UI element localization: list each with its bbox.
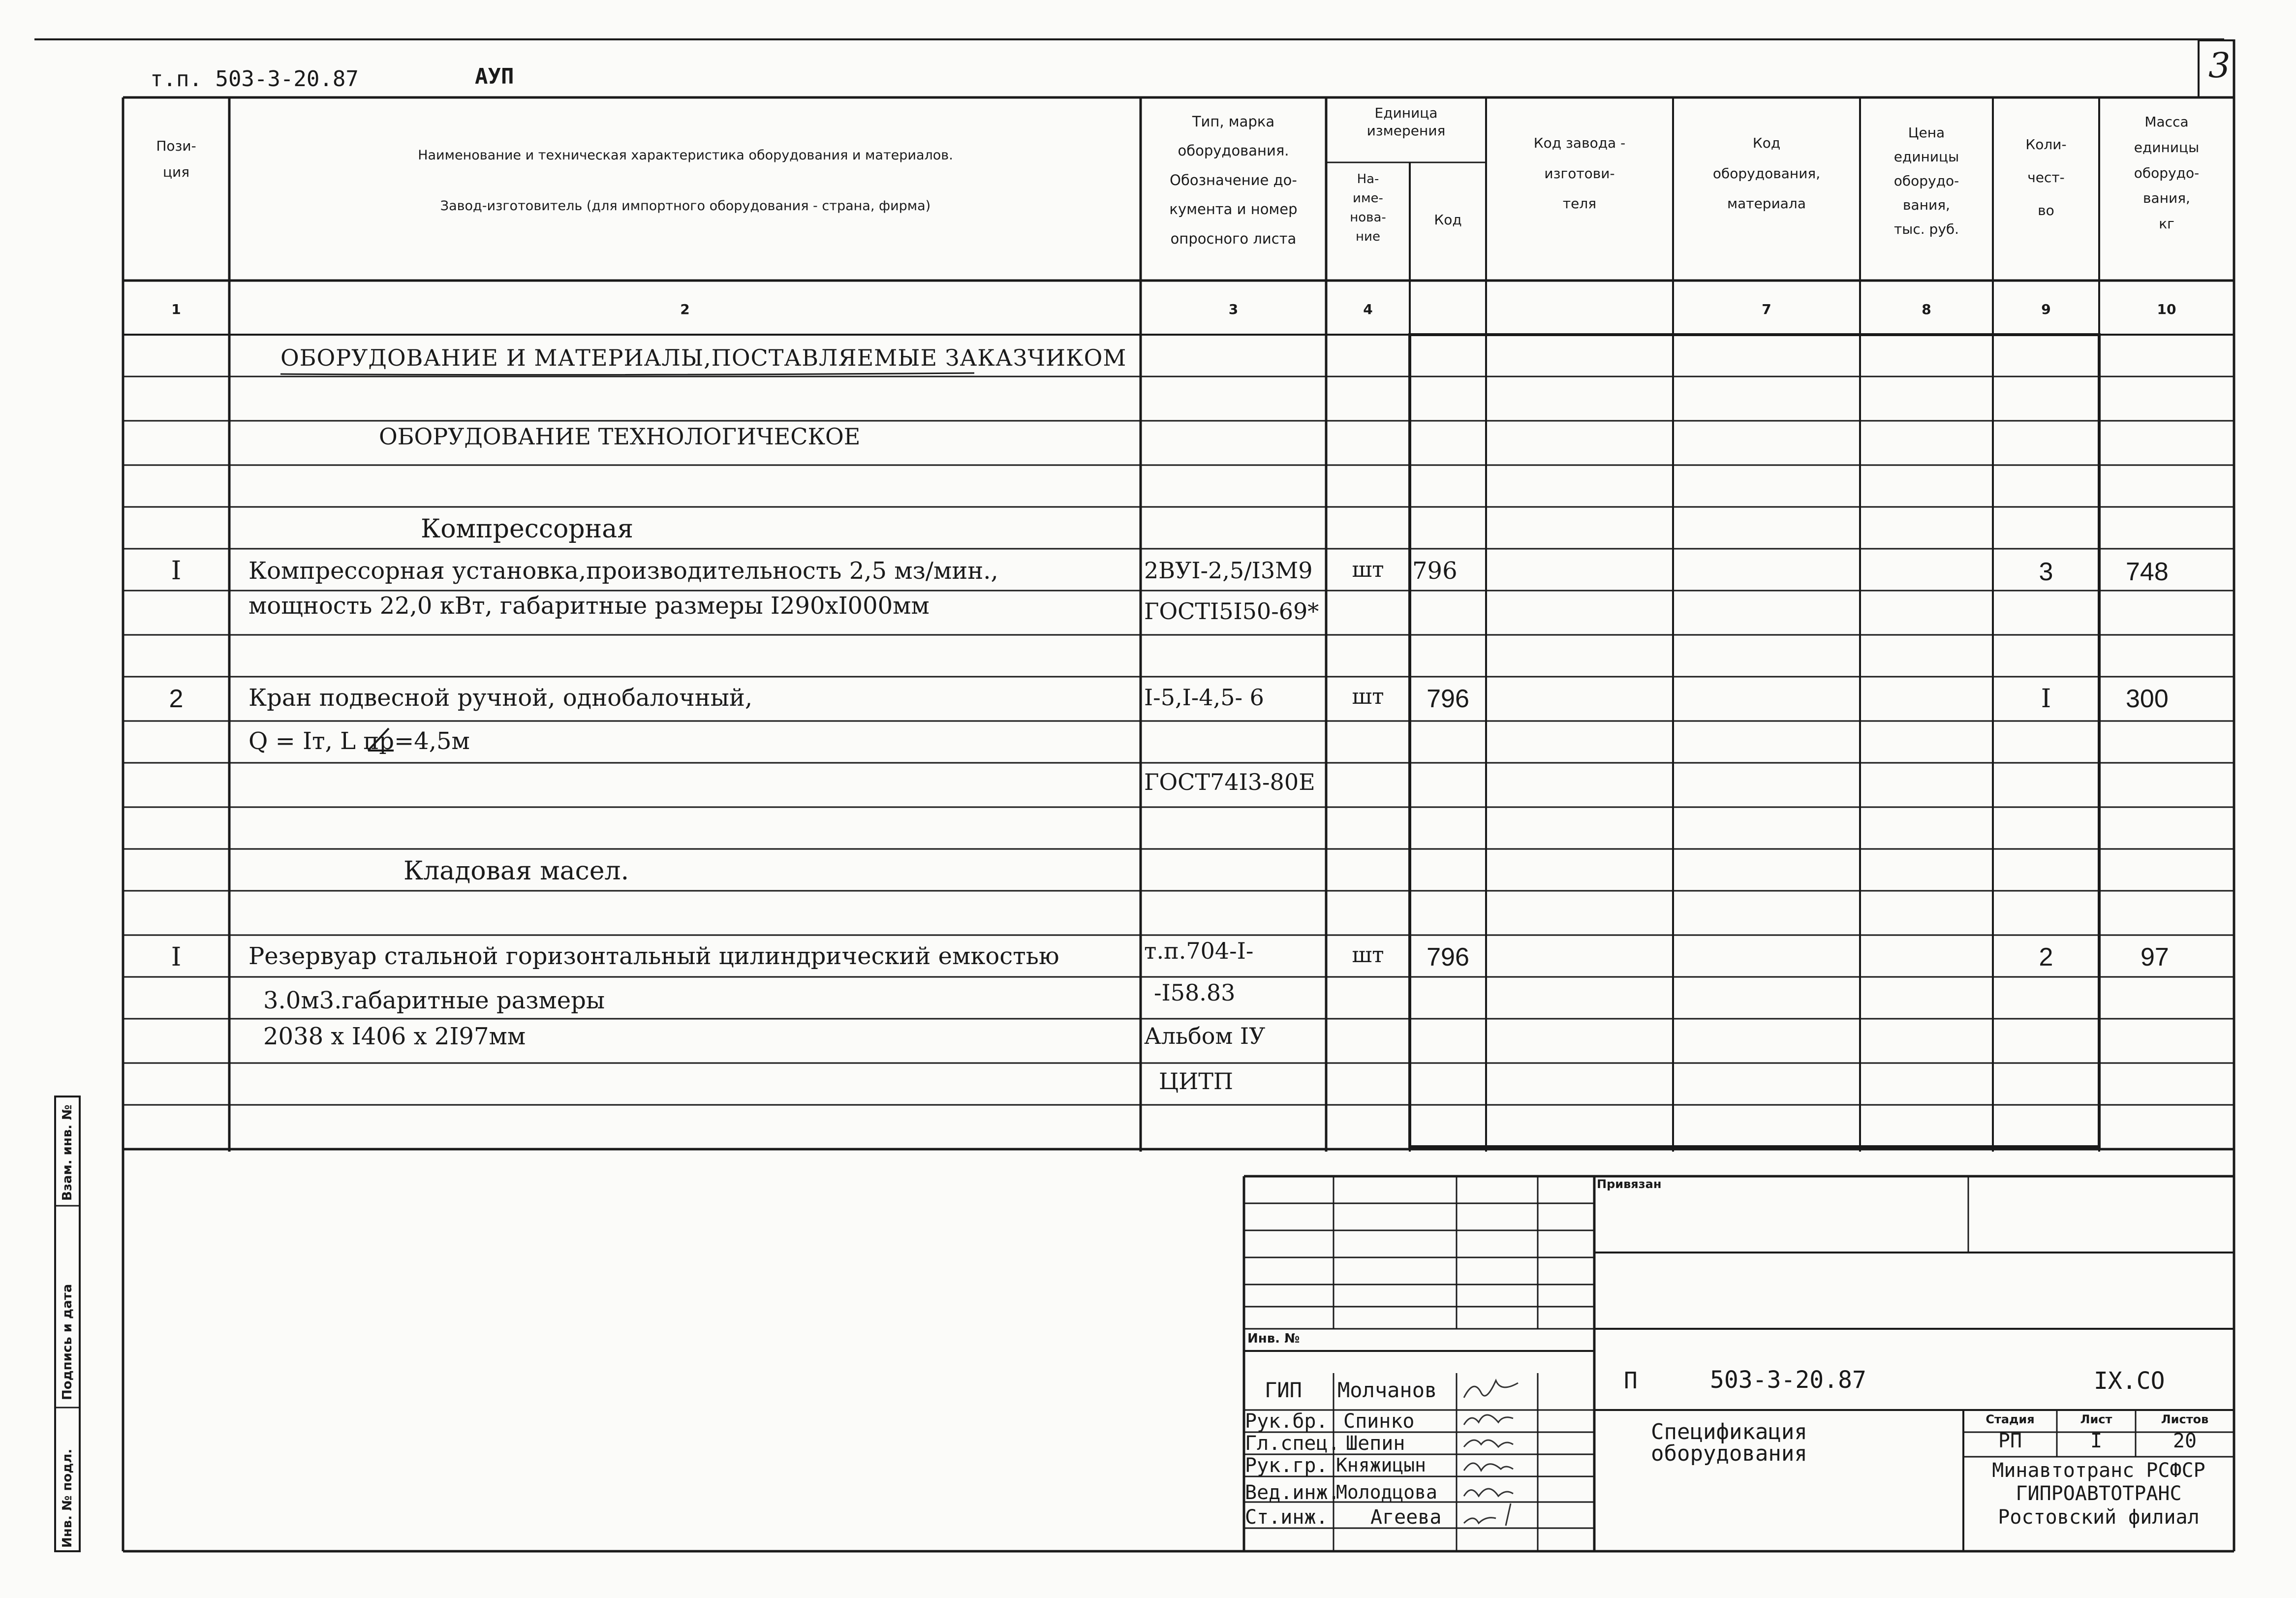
margin-replace-inv: Взам. инв. № <box>60 1104 75 1201</box>
header-col-mass: Масса единицы оборудо- вания, кг <box>2134 114 2200 232</box>
stamp-title: Спецификация оборудования <box>1651 1419 1807 1466</box>
stamp-privyazan: Привязан <box>1597 1177 1662 1191</box>
top-doc-suffix: АУП <box>475 64 514 89</box>
row-pos-compressor: I <box>171 556 182 586</box>
row-name-compressor: Компрессорная установка,производительность 2,5 мз/мин., <box>248 557 998 585</box>
header-col-name: Наименование и техническая характеристика оборудования и материалов. Завод-изготовитель (для импортного оборудования - страна, фирма) <box>418 148 953 214</box>
colnum-4: 4 <box>1363 301 1373 317</box>
row-mass-crane: 300 <box>2126 685 2169 713</box>
header-col-pos: Пози- ция <box>156 138 196 181</box>
margin-sign-date: Подпись и дата <box>60 1284 75 1400</box>
header-col-plant: Код завода - изготови- теля <box>1533 135 1626 212</box>
row-mass-compressor: 748 <box>2126 558 2169 586</box>
row-qty-compressor: 3 <box>2039 558 2053 586</box>
signer-role-stinzh: Ст.инж. <box>1245 1506 1328 1529</box>
stamp-org3: Ростовский филиал <box>1998 1506 2200 1529</box>
signer-role-glspec: Гл.спец. <box>1245 1432 1340 1455</box>
header-col-price: Цена единицы оборудо- вания, тыс. руб. <box>1893 125 1959 237</box>
colnum-3: 3 <box>1228 301 1239 317</box>
header-col-unit-code: Код <box>1434 212 1462 228</box>
stamp-org2: ГИПРОАВТОТРАНС <box>2016 1482 2182 1505</box>
stamp-doc-prefix: П <box>1624 1367 1638 1394</box>
row-name-compressor-line2: мощность 22,0 кВт, габаритные размеры I290хI000мм <box>248 592 930 620</box>
colnum-2: 2 <box>680 301 690 317</box>
row-name-crane: Кран подвесной ручной, однобалочный, <box>248 684 753 712</box>
section-title-technological: ОБОРУДОВАНИЕ ТЕХНОЛОГИЧЕСКОЕ <box>379 423 861 450</box>
signer-role-gip: ГИП <box>1265 1378 1302 1402</box>
row-code-crane: 796 <box>1427 685 1469 713</box>
signer-name-vedinzh: Молодцова <box>1336 1481 1437 1503</box>
row-unit-crane: шт <box>1352 684 1384 709</box>
row-type-tank-line4: ЦИТП <box>1159 1068 1234 1095</box>
top-doc-code: т.п. 503-3-20.87 <box>150 66 359 92</box>
header-col-equip-code: Код оборудования, материала <box>1712 135 1821 212</box>
row-name-tank-line2: 3.0м3.габаритные размеры <box>263 987 605 1014</box>
row-type-tank-line3: Альбом IУ <box>1144 1023 1266 1049</box>
stamp-inv-label: Инв. № <box>1247 1331 1300 1346</box>
row-pos-crane: 2 <box>169 685 184 713</box>
row-type-compressor: 2ВУI-2,5/I3М9 <box>1144 557 1313 584</box>
stamp-org1: Минавтотранс РСФСР <box>1992 1459 2205 1482</box>
colnum-8: 8 <box>1922 301 1931 317</box>
stamp-sheets: 20 <box>2172 1430 2197 1452</box>
stamp-doc-suffix: IХ.СО <box>2094 1367 2165 1395</box>
signer-role-vedinzh: Вед.инж. <box>1245 1481 1340 1504</box>
row-name-tank: Резервуар стальной горизонтальный цилиндрический емкостью <box>248 942 1059 970</box>
stamp-stage: РП <box>1998 1430 2022 1452</box>
stamp-doc-code: 503-3-20.87 <box>1710 1366 1866 1394</box>
row-code-tank: 796 <box>1427 943 1469 971</box>
row-type-crane: I-5,I-4,5- 6 <box>1144 684 1264 711</box>
signer-name-rukgr: Княжицын <box>1336 1454 1427 1476</box>
signer-name-stinzh: Агеева <box>1370 1506 1442 1529</box>
signer-name-rukbr: Спинко <box>1343 1410 1415 1433</box>
row-type-tank: т.п.704-I- <box>1144 938 1254 964</box>
signer-name-gip: Молчанов <box>1337 1378 1437 1402</box>
header-col-qty: Коли- чест- во <box>2025 136 2067 219</box>
subsection-compressor-room: Компрессорная <box>421 514 634 544</box>
colnum-9: 9 <box>2041 301 2051 317</box>
header-unit-group: Единица измерения <box>1366 105 1446 139</box>
row-pos-tank: I <box>171 942 182 972</box>
page-number: 3 <box>2208 45 2231 86</box>
row-unit-tank: шт <box>1352 942 1384 968</box>
colnum-7: 7 <box>1762 301 1771 317</box>
row-unit-compressor: шт <box>1352 557 1384 582</box>
header-col-type: Тип, марка оборудования. Обозначение до- кумента и номер опросного листа <box>1169 113 1298 247</box>
stamp-sheet-label: Лист <box>2080 1412 2112 1426</box>
signer-role-rukgr: Рук.гр. <box>1245 1454 1328 1477</box>
stamp-sheet: I <box>2090 1430 2103 1452</box>
stamp-sheets-label: Листов <box>2161 1412 2209 1426</box>
section-title-customer-supplied: ОБОРУДОВАНИЕ И МАТЕРИАЛЫ,ПОСТАВЛЯЕМЫЕ ЗАКАЗЧИКОМ <box>280 345 1127 371</box>
signer-name-glspec: Шепин <box>1346 1432 1405 1455</box>
row-mass-tank: 97 <box>2141 943 2169 971</box>
header-col-unit-name: На- име- нова- ние <box>1350 172 1386 244</box>
subsection-oil-storage: Кладовая масел. <box>403 856 629 886</box>
row-name-tank-line3: 2038 х I406 х 2I97мм <box>263 1023 526 1050</box>
stamp-stage-label: Стадия <box>1986 1412 2035 1426</box>
row-type-compressor-line2: ГОСТI5I50-69* <box>1144 598 1319 625</box>
signer-role-rukbr: Рук.бр. <box>1245 1410 1328 1433</box>
row-qty-crane: I <box>2041 684 2051 714</box>
colnum-10: 10 <box>2157 301 2176 317</box>
row-type-tank-line2: -I58.83 <box>1154 979 1236 1006</box>
row-type-crane-line3: ГОСТ74I3-80Е <box>1144 769 1315 795</box>
row-name-crane-line2: Q = Iт, L пр=4,5м <box>248 727 470 755</box>
row-qty-tank: 2 <box>2039 943 2053 971</box>
colnum-1: 1 <box>171 301 181 317</box>
row-code-compressor: 796 <box>1412 557 1458 585</box>
margin-inv-no: Инв. № подл. <box>60 1448 75 1548</box>
